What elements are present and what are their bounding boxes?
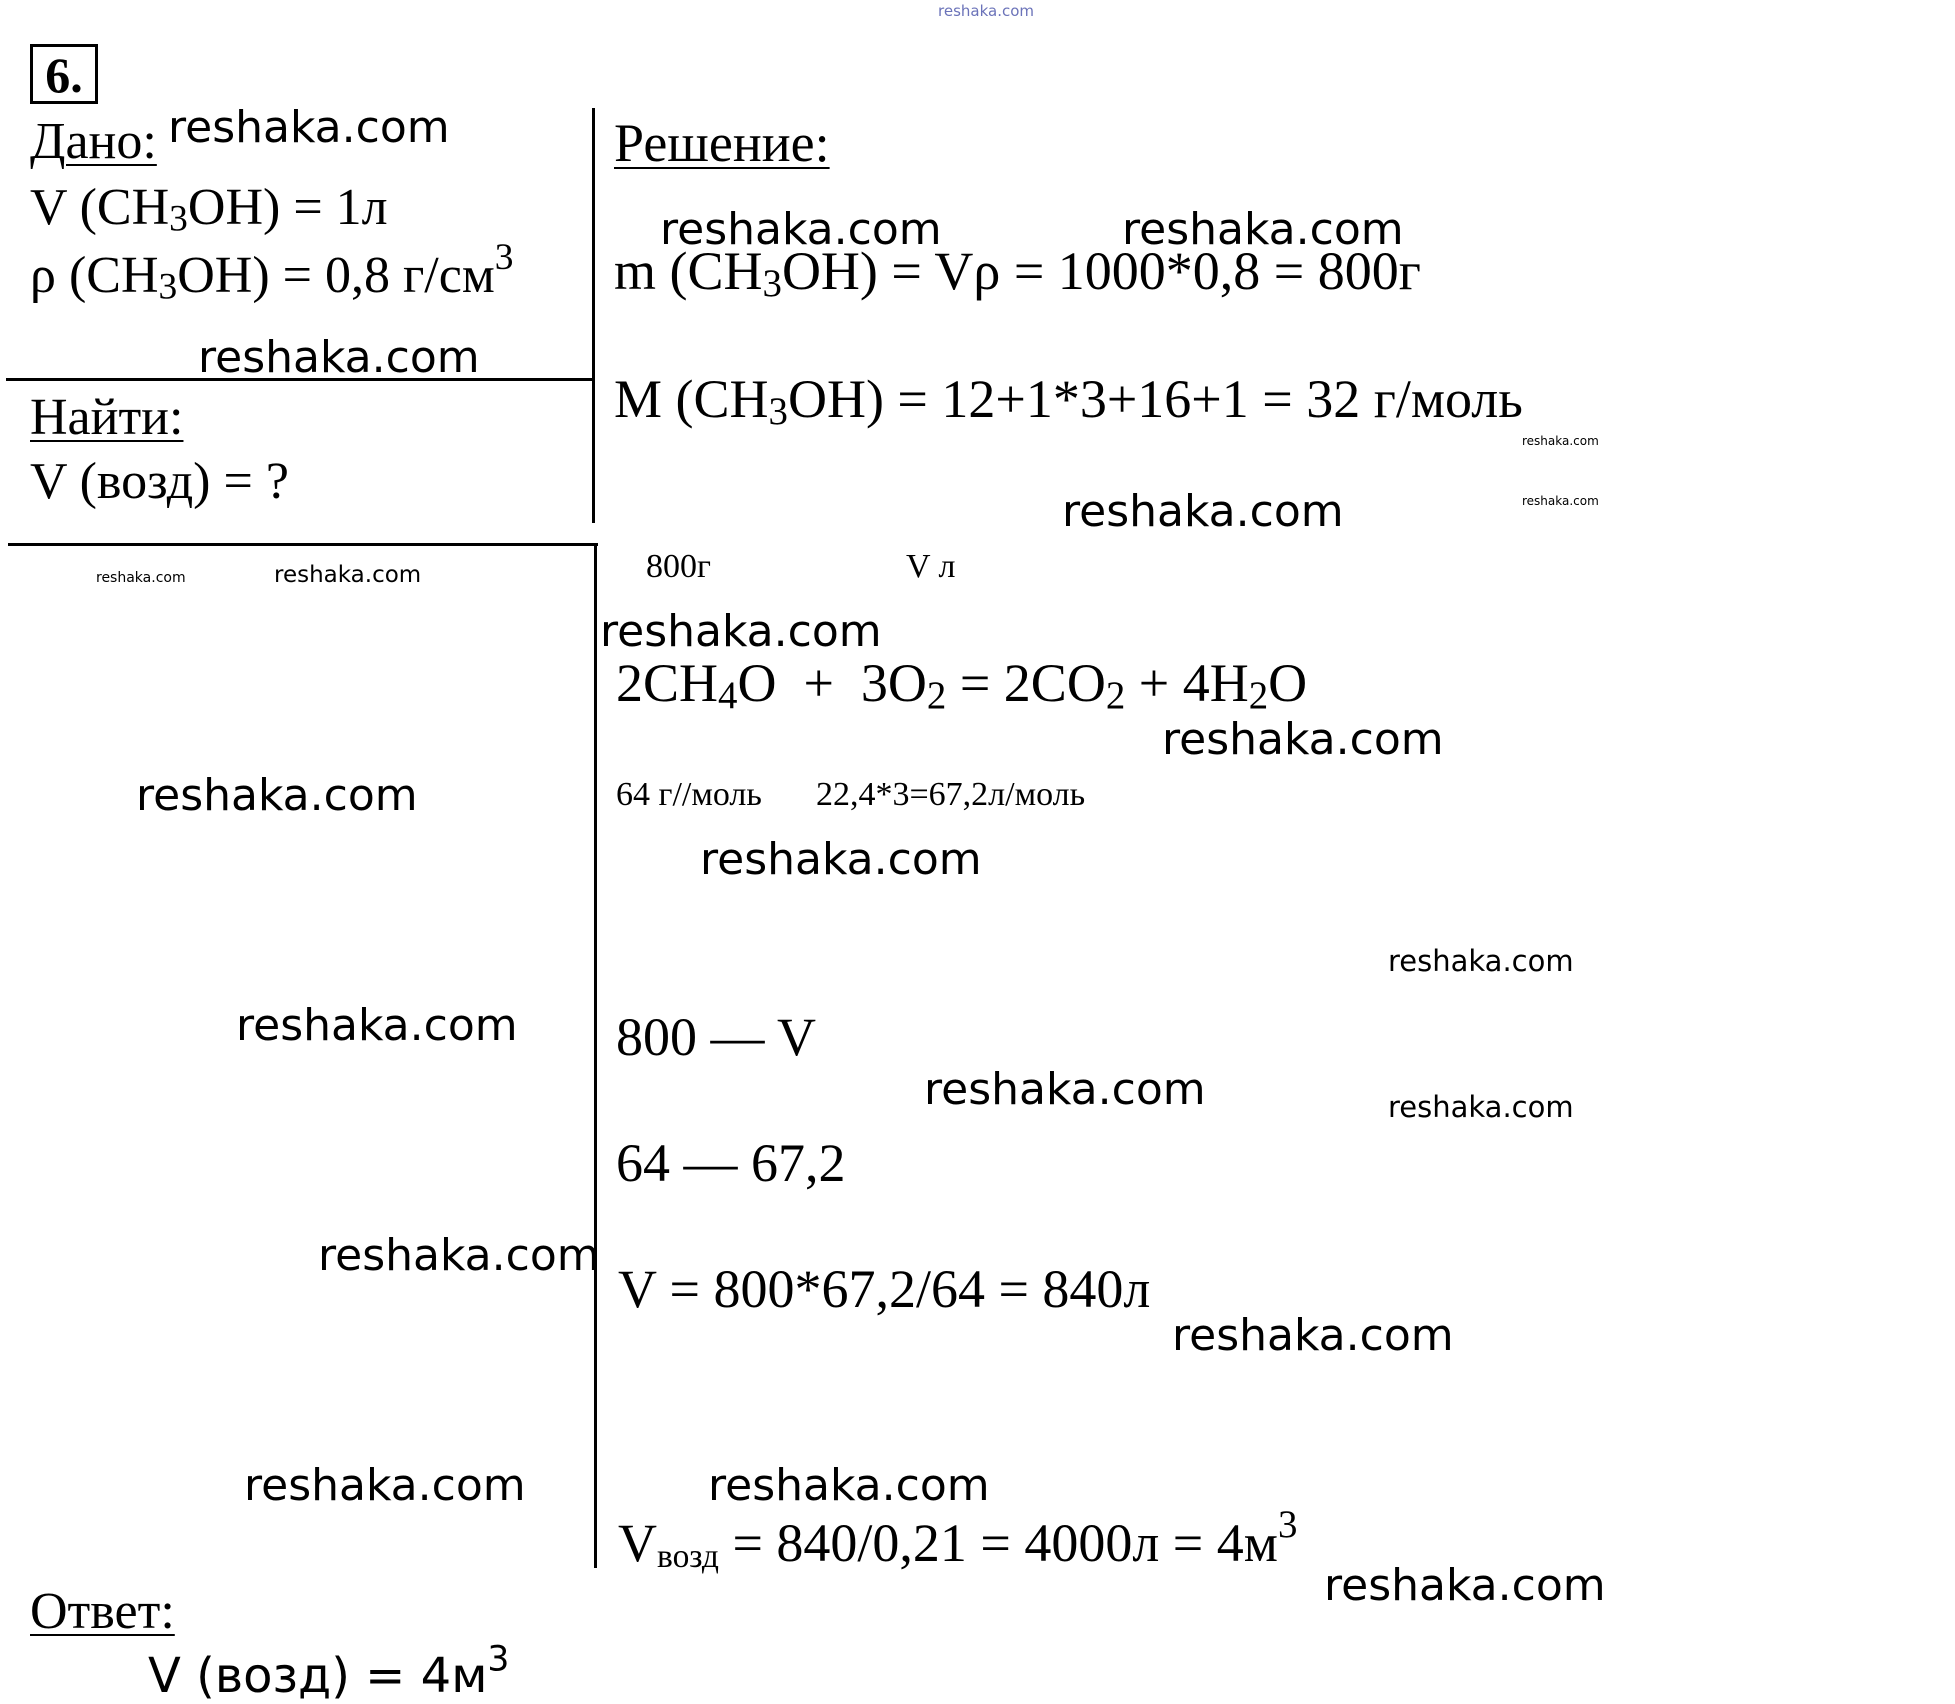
watermark: reshaka.com (96, 570, 186, 586)
equation-above-right: V л (906, 548, 956, 585)
find-heading: Найти: (30, 389, 184, 446)
watermark: reshaka.com (1388, 944, 1574, 978)
watermark: reshaka.com (198, 332, 480, 383)
watermark: reshaka.com (236, 1000, 518, 1051)
watermark: reshaka.com (244, 1460, 526, 1511)
watermark: reshaka.com (1324, 1560, 1606, 1611)
watermark: reshaka.com (600, 606, 882, 657)
solution-mass: m $(CH_3OH) = V\rho = 1000*0,8 = 800г$ (614, 241, 1421, 305)
watermark: reshaka.com (136, 770, 418, 821)
watermark: reshaka.com (318, 1230, 600, 1281)
volume-calculation: V = 800*67,2/64 = 840л (618, 1259, 1151, 1319)
solution-heading: Решение: (614, 113, 830, 173)
find-divider (8, 543, 598, 546)
watermark: reshaka.com (1388, 1090, 1574, 1124)
find-air-volume: V (возд) = ? (30, 453, 289, 510)
watermark: reshaka.com (1122, 204, 1404, 255)
watermark: reshaka.com (1162, 714, 1444, 765)
proportion-line-2: 64 — 67,2 (616, 1133, 846, 1193)
watermark: reshaka.com (274, 562, 422, 588)
vertical-divider-bottom (594, 544, 597, 1568)
watermark: reshaka.com (708, 1460, 990, 1511)
watermark: reshaka.com (1062, 486, 1344, 537)
proportion-line-1: 800 — V (616, 1007, 817, 1067)
solution-molar-mass: M $(CH_3OH) = 12+1*3+16+1 = 32$ г/моль (614, 369, 1523, 433)
watermark: reshaka.com (1172, 1310, 1454, 1361)
reaction-equation: $2CH_4O + 3O_2 = 2CO_2 + 4H_2O$ (616, 653, 1308, 717)
watermark: reshaka.com (1522, 434, 1599, 448)
watermark: reshaka.com (924, 1064, 1206, 1115)
equation-below-left: 64 г//моль (616, 776, 762, 813)
problem-number: 6. (30, 44, 98, 104)
given-volume: V $(CH_3OH) = 1л$ (30, 179, 388, 240)
equation-above-left: 800г (646, 548, 711, 585)
given-density: ρ $(CH_3OH) = 0,8$ $г/см^3$ (30, 236, 514, 308)
equation-below-right: 22,4*3=67,2л/моль (816, 776, 1086, 813)
watermark: reshaka.com (700, 834, 982, 885)
watermark: reshaka.com (660, 204, 942, 255)
watermark: reshaka.com (168, 102, 450, 153)
vertical-divider-top (592, 108, 595, 523)
air-volume-calculation: $V_{возд} = 840/0,21 = 4000л = 4м^3$ (618, 1502, 1298, 1576)
watermark-top: reshaka.com (938, 2, 1034, 20)
watermark: reshaka.com (1522, 494, 1599, 508)
answer-value: V (возд) = $4м^3$ (148, 1639, 510, 1704)
given-heading: Дано: (30, 113, 157, 170)
answer-heading: Ответ: (30, 1583, 175, 1640)
